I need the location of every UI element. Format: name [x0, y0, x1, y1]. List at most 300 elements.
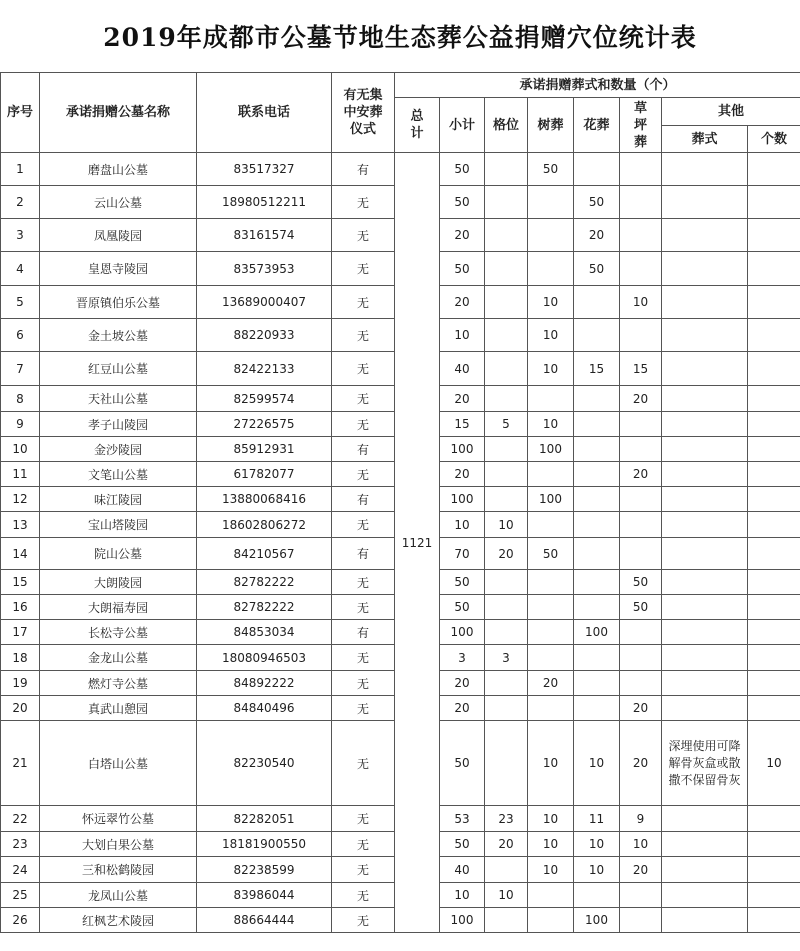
cell-grid: 20 — [485, 832, 528, 857]
cell-phone: 88220933 — [197, 319, 332, 352]
cell-ceremony: 无 — [332, 186, 395, 219]
header-seq: 序号 — [1, 73, 40, 153]
cell-flower: 20 — [574, 219, 620, 252]
cell-seq: 11 — [1, 462, 40, 487]
cell-tree — [528, 570, 574, 595]
cell-tree: 10 — [528, 319, 574, 352]
cell-cemetery-name: 宝山塔陵园 — [40, 512, 197, 538]
cell-grid — [485, 219, 528, 252]
cell-phone: 83517327 — [197, 153, 332, 186]
cell-subtotal: 50 — [440, 721, 485, 806]
cell-phone: 84840496 — [197, 696, 332, 721]
cell-lawn: 15 — [620, 352, 662, 386]
cell-lawn: 20 — [620, 462, 662, 487]
cell-flower — [574, 883, 620, 908]
cell-lawn — [620, 487, 662, 512]
cell-other-count — [748, 352, 800, 386]
cell-flower: 15 — [574, 352, 620, 386]
cell-phone: 27226575 — [197, 412, 332, 437]
cell-lawn: 20 — [620, 857, 662, 883]
cell-subtotal: 100 — [440, 437, 485, 462]
cell-phone: 84892222 — [197, 671, 332, 696]
cell-other-type — [662, 352, 748, 386]
cell-other-count — [748, 883, 800, 908]
cell-other-type — [662, 538, 748, 570]
cell-tree — [528, 219, 574, 252]
cell-seq: 2 — [1, 186, 40, 219]
cell-subtotal: 20 — [440, 219, 485, 252]
cell-lawn: 10 — [620, 286, 662, 319]
cell-other-count: 10 — [748, 721, 800, 806]
cell-other-type — [662, 462, 748, 487]
cell-cemetery-name: 文笔山公墓 — [40, 462, 197, 487]
cell-other-count — [748, 219, 800, 252]
cell-other-type — [662, 645, 748, 671]
cell-phone: 18181900550 — [197, 832, 332, 857]
cell-subtotal: 53 — [440, 806, 485, 832]
cell-seq: 22 — [1, 806, 40, 832]
cell-lawn: 20 — [620, 386, 662, 412]
cell-tree — [528, 512, 574, 538]
cell-seq: 1 — [1, 153, 40, 186]
cell-subtotal: 20 — [440, 696, 485, 721]
cell-other-count — [748, 252, 800, 286]
cell-tree: 10 — [528, 286, 574, 319]
cell-lawn — [620, 538, 662, 570]
cell-subtotal: 50 — [440, 153, 485, 186]
cell-cemetery-name: 大划白果公墓 — [40, 832, 197, 857]
cell-subtotal: 20 — [440, 462, 485, 487]
cell-other-count — [748, 696, 800, 721]
cell-cemetery-name: 云山公墓 — [40, 186, 197, 219]
cell-grid — [485, 570, 528, 595]
cell-flower — [574, 671, 620, 696]
header-name: 承诺捐赠公墓名称 — [40, 73, 197, 153]
cell-seq: 20 — [1, 696, 40, 721]
cell-grid — [485, 437, 528, 462]
cell-cemetery-name: 金沙陵园 — [40, 437, 197, 462]
cell-flower — [574, 153, 620, 186]
header-other-count: 个数 — [748, 126, 800, 153]
cell-phone: 84210567 — [197, 538, 332, 570]
cell-other-count — [748, 412, 800, 437]
cell-phone: 88664444 — [197, 908, 332, 933]
cell-grid — [485, 487, 528, 512]
cell-lawn: 50 — [620, 595, 662, 620]
cell-phone: 82599574 — [197, 386, 332, 412]
cell-grid — [485, 721, 528, 806]
cell-tree: 100 — [528, 437, 574, 462]
cell-tree: 10 — [528, 721, 574, 806]
cell-tree — [528, 252, 574, 286]
cell-grid — [485, 252, 528, 286]
cell-subtotal: 50 — [440, 186, 485, 219]
cell-lawn — [620, 153, 662, 186]
cell-phone: 82782222 — [197, 570, 332, 595]
header-grid: 格位 — [485, 98, 528, 153]
cell-grid — [485, 595, 528, 620]
cell-lawn — [620, 883, 662, 908]
cell-lawn: 20 — [620, 696, 662, 721]
cell-subtotal: 50 — [440, 570, 485, 595]
cell-cemetery-name: 长松寺公墓 — [40, 620, 197, 645]
cell-cemetery-name: 龙凤山公墓 — [40, 883, 197, 908]
cell-ceremony: 无 — [332, 857, 395, 883]
cell-seq: 26 — [1, 908, 40, 933]
cell-ceremony: 有 — [332, 620, 395, 645]
cell-other-count — [748, 386, 800, 412]
cell-grid: 23 — [485, 806, 528, 832]
header-other-type: 葬式 — [662, 126, 748, 153]
cell-phone: 83986044 — [197, 883, 332, 908]
cell-phone: 82238599 — [197, 857, 332, 883]
cell-phone: 82422133 — [197, 352, 332, 386]
cell-other-type — [662, 186, 748, 219]
cell-ceremony: 无 — [332, 908, 395, 933]
cell-phone: 83161574 — [197, 219, 332, 252]
cell-subtotal: 50 — [440, 595, 485, 620]
cell-ceremony: 无 — [332, 219, 395, 252]
cell-other-count — [748, 806, 800, 832]
cell-cemetery-name: 皇恩寺陵园 — [40, 252, 197, 286]
cell-flower — [574, 286, 620, 319]
cell-other-count — [748, 153, 800, 186]
cell-other-count — [748, 319, 800, 352]
cell-other-count — [748, 286, 800, 319]
cell-subtotal: 20 — [440, 286, 485, 319]
cell-other-type — [662, 595, 748, 620]
cell-lawn — [620, 908, 662, 933]
cell-ceremony: 无 — [332, 286, 395, 319]
cell-seq: 25 — [1, 883, 40, 908]
cell-grid — [485, 286, 528, 319]
cell-other-type — [662, 620, 748, 645]
cell-ceremony: 有 — [332, 153, 395, 186]
cell-ceremony: 无 — [332, 386, 395, 412]
cell-lawn — [620, 252, 662, 286]
cell-seq: 19 — [1, 671, 40, 696]
cell-seq: 24 — [1, 857, 40, 883]
cell-phone: 13880068416 — [197, 487, 332, 512]
cell-grid — [485, 696, 528, 721]
cell-grand-total: 1121 — [395, 153, 440, 933]
header-tree: 树葬 — [528, 98, 574, 153]
cell-flower — [574, 437, 620, 462]
cell-other-count — [748, 570, 800, 595]
cell-subtotal: 50 — [440, 832, 485, 857]
cell-seq: 17 — [1, 620, 40, 645]
cell-seq: 7 — [1, 352, 40, 386]
cell-flower — [574, 487, 620, 512]
cell-flower: 10 — [574, 721, 620, 806]
cell-ceremony: 无 — [332, 319, 395, 352]
cell-ceremony: 无 — [332, 352, 395, 386]
cell-flower — [574, 696, 620, 721]
cell-tree: 20 — [528, 671, 574, 696]
cell-seq: 6 — [1, 319, 40, 352]
cell-lawn — [620, 671, 662, 696]
cell-subtotal: 15 — [440, 412, 485, 437]
cell-seq: 10 — [1, 437, 40, 462]
cell-subtotal: 40 — [440, 352, 485, 386]
cell-tree: 10 — [528, 412, 574, 437]
cell-phone: 18602806272 — [197, 512, 332, 538]
cell-lawn — [620, 319, 662, 352]
cell-cemetery-name: 磨盘山公墓 — [40, 153, 197, 186]
cell-other-type — [662, 832, 748, 857]
cell-flower — [574, 386, 620, 412]
cell-other-type — [662, 908, 748, 933]
cell-tree — [528, 696, 574, 721]
cell-phone: 18980512211 — [197, 186, 332, 219]
header-other: 其他 — [662, 98, 800, 126]
cell-subtotal: 40 — [440, 857, 485, 883]
cell-other-count — [748, 462, 800, 487]
page-title: 2019年成都市公墓节地生态葬公益捐赠穴位统计表 — [103, 23, 697, 52]
cell-phone: 18080946503 — [197, 645, 332, 671]
cell-subtotal: 100 — [440, 908, 485, 933]
table-row — [1, 153, 800, 186]
cell-phone: 82782222 — [197, 595, 332, 620]
cell-cemetery-name: 红豆山公墓 — [40, 352, 197, 386]
cell-ceremony: 有 — [332, 487, 395, 512]
cell-other-type — [662, 487, 748, 512]
table-body — [1, 153, 800, 933]
cell-lawn — [620, 645, 662, 671]
header-ceremony: 有无集中安葬仪式 — [332, 73, 395, 153]
header-group: 承诺捐赠葬式和数量（个） — [395, 73, 800, 98]
cell-other-type — [662, 412, 748, 437]
cell-grid — [485, 857, 528, 883]
cell-cemetery-name: 白塔山公墓 — [40, 721, 197, 806]
cell-ceremony: 无 — [332, 462, 395, 487]
cell-cemetery-name: 金龙山公墓 — [40, 645, 197, 671]
cell-ceremony: 无 — [332, 806, 395, 832]
cell-grid — [485, 462, 528, 487]
header-flower: 花葬 — [574, 98, 620, 153]
cell-ceremony: 无 — [332, 671, 395, 696]
cell-tree — [528, 186, 574, 219]
donation-table — [0, 72, 800, 933]
cell-grid — [485, 386, 528, 412]
cell-ceremony: 无 — [332, 595, 395, 620]
cell-cemetery-name: 味江陵园 — [40, 487, 197, 512]
cell-tree: 10 — [528, 352, 574, 386]
cell-subtotal: 70 — [440, 538, 485, 570]
cell-cemetery-name: 大朗福寿园 — [40, 595, 197, 620]
cell-flower — [574, 319, 620, 352]
cell-cemetery-name: 真武山憩园 — [40, 696, 197, 721]
cell-flower: 11 — [574, 806, 620, 832]
cell-grid — [485, 671, 528, 696]
cell-flower — [574, 595, 620, 620]
cell-other-type: 深埋使用可降解骨灰盒或散撒不保留骨灰 — [662, 721, 748, 806]
cell-ceremony: 有 — [332, 437, 395, 462]
cell-flower: 100 — [574, 620, 620, 645]
cell-tree — [528, 462, 574, 487]
cell-ceremony: 无 — [332, 696, 395, 721]
cell-phone: 82230540 — [197, 721, 332, 806]
cell-seq: 9 — [1, 412, 40, 437]
cell-seq: 8 — [1, 386, 40, 412]
cell-lawn: 9 — [620, 806, 662, 832]
cell-cemetery-name: 红枫艺术陵园 — [40, 908, 197, 933]
cell-other-count — [748, 908, 800, 933]
cell-ceremony: 有 — [332, 538, 395, 570]
header-lawn: 草坪葬 — [620, 98, 662, 153]
cell-phone: 61782077 — [197, 462, 332, 487]
cell-flower — [574, 512, 620, 538]
cell-seq: 23 — [1, 832, 40, 857]
table-header — [1, 73, 800, 153]
cell-other-type — [662, 857, 748, 883]
cell-other-count — [748, 857, 800, 883]
cell-cemetery-name: 天社山公墓 — [40, 386, 197, 412]
cell-tree: 10 — [528, 806, 574, 832]
cell-tree: 100 — [528, 487, 574, 512]
cell-flower — [574, 645, 620, 671]
cell-flower: 10 — [574, 832, 620, 857]
cell-grid — [485, 153, 528, 186]
cell-tree — [528, 883, 574, 908]
cell-grid: 10 — [485, 512, 528, 538]
cell-subtotal: 10 — [440, 512, 485, 538]
cell-cemetery-name: 大朗陵园 — [40, 570, 197, 595]
cell-ceremony: 无 — [332, 570, 395, 595]
cell-flower — [574, 570, 620, 595]
cell-phone: 83573953 — [197, 252, 332, 286]
cell-lawn: 10 — [620, 832, 662, 857]
cell-subtotal: 100 — [440, 620, 485, 645]
cell-tree — [528, 386, 574, 412]
cell-subtotal: 50 — [440, 252, 485, 286]
cell-grid: 5 — [485, 412, 528, 437]
cell-phone: 82282051 — [197, 806, 332, 832]
cell-cemetery-name: 燃灯寺公墓 — [40, 671, 197, 696]
cell-lawn: 50 — [620, 570, 662, 595]
cell-tree — [528, 620, 574, 645]
cell-subtotal: 10 — [440, 883, 485, 908]
cell-subtotal: 3 — [440, 645, 485, 671]
cell-grid: 20 — [485, 538, 528, 570]
cell-cemetery-name: 金土坡公墓 — [40, 319, 197, 352]
cell-other-count — [748, 671, 800, 696]
cell-flower: 10 — [574, 857, 620, 883]
cell-ceremony: 无 — [332, 721, 395, 806]
cell-other-count — [748, 645, 800, 671]
cell-subtotal: 10 — [440, 319, 485, 352]
cell-grid — [485, 352, 528, 386]
cell-phone: 84853034 — [197, 620, 332, 645]
cell-tree: 10 — [528, 857, 574, 883]
cell-seq: 18 — [1, 645, 40, 671]
cell-other-count — [748, 186, 800, 219]
cell-cemetery-name: 三和松鹤陵园 — [40, 857, 197, 883]
cell-lawn — [620, 219, 662, 252]
cell-other-type — [662, 252, 748, 286]
cell-other-type — [662, 437, 748, 462]
cell-tree: 10 — [528, 832, 574, 857]
cell-other-count — [748, 620, 800, 645]
cell-tree — [528, 908, 574, 933]
cell-other-count — [748, 487, 800, 512]
cell-lawn — [620, 186, 662, 219]
cell-lawn — [620, 437, 662, 462]
cell-grid — [485, 908, 528, 933]
cell-flower — [574, 462, 620, 487]
cell-seq: 13 — [1, 512, 40, 538]
cell-other-count — [748, 595, 800, 620]
cell-seq: 15 — [1, 570, 40, 595]
cell-other-count — [748, 512, 800, 538]
cell-other-type — [662, 570, 748, 595]
cell-tree: 50 — [528, 538, 574, 570]
cell-ceremony: 无 — [332, 252, 395, 286]
cell-flower: 50 — [574, 186, 620, 219]
cell-ceremony: 无 — [332, 412, 395, 437]
cell-other-type — [662, 386, 748, 412]
cell-flower — [574, 412, 620, 437]
cell-cemetery-name: 凤凰陵园 — [40, 219, 197, 252]
cell-ceremony: 无 — [332, 512, 395, 538]
cell-grid — [485, 620, 528, 645]
cell-lawn — [620, 512, 662, 538]
cell-subtotal: 100 — [440, 487, 485, 512]
cell-tree — [528, 595, 574, 620]
header-total: 总计 — [395, 98, 440, 153]
cell-seq: 5 — [1, 286, 40, 319]
cell-other-type — [662, 671, 748, 696]
cell-seq: 12 — [1, 487, 40, 512]
cell-other-count — [748, 437, 800, 462]
cell-tree: 50 — [528, 153, 574, 186]
cell-phone: 13689000407 — [197, 286, 332, 319]
cell-cemetery-name: 晋原镇伯乐公墓 — [40, 286, 197, 319]
cell-flower: 100 — [574, 908, 620, 933]
cell-grid: 3 — [485, 645, 528, 671]
cell-grid — [485, 319, 528, 352]
header-phone: 联系电话 — [197, 73, 332, 153]
cell-seq: 14 — [1, 538, 40, 570]
cell-flower — [574, 538, 620, 570]
cell-lawn — [620, 620, 662, 645]
cell-other-type — [662, 286, 748, 319]
cell-phone: 85912931 — [197, 437, 332, 462]
cell-subtotal: 20 — [440, 671, 485, 696]
cell-grid: 10 — [485, 883, 528, 908]
cell-other-type — [662, 696, 748, 721]
cell-other-type — [662, 319, 748, 352]
cell-flower: 50 — [574, 252, 620, 286]
cell-other-type — [662, 219, 748, 252]
cell-seq: 3 — [1, 219, 40, 252]
cell-grid — [485, 186, 528, 219]
cell-other-type — [662, 512, 748, 538]
cell-subtotal: 20 — [440, 386, 485, 412]
cell-other-count — [748, 832, 800, 857]
cell-seq: 16 — [1, 595, 40, 620]
cell-lawn: 20 — [620, 721, 662, 806]
cell-seq: 21 — [1, 721, 40, 806]
cell-seq: 4 — [1, 252, 40, 286]
cell-other-type — [662, 883, 748, 908]
cell-cemetery-name: 怀远翠竹公墓 — [40, 806, 197, 832]
header-subtotal: 小计 — [440, 98, 485, 153]
cell-other-count — [748, 538, 800, 570]
cell-lawn — [620, 412, 662, 437]
cell-other-type — [662, 153, 748, 186]
cell-ceremony: 无 — [332, 832, 395, 857]
